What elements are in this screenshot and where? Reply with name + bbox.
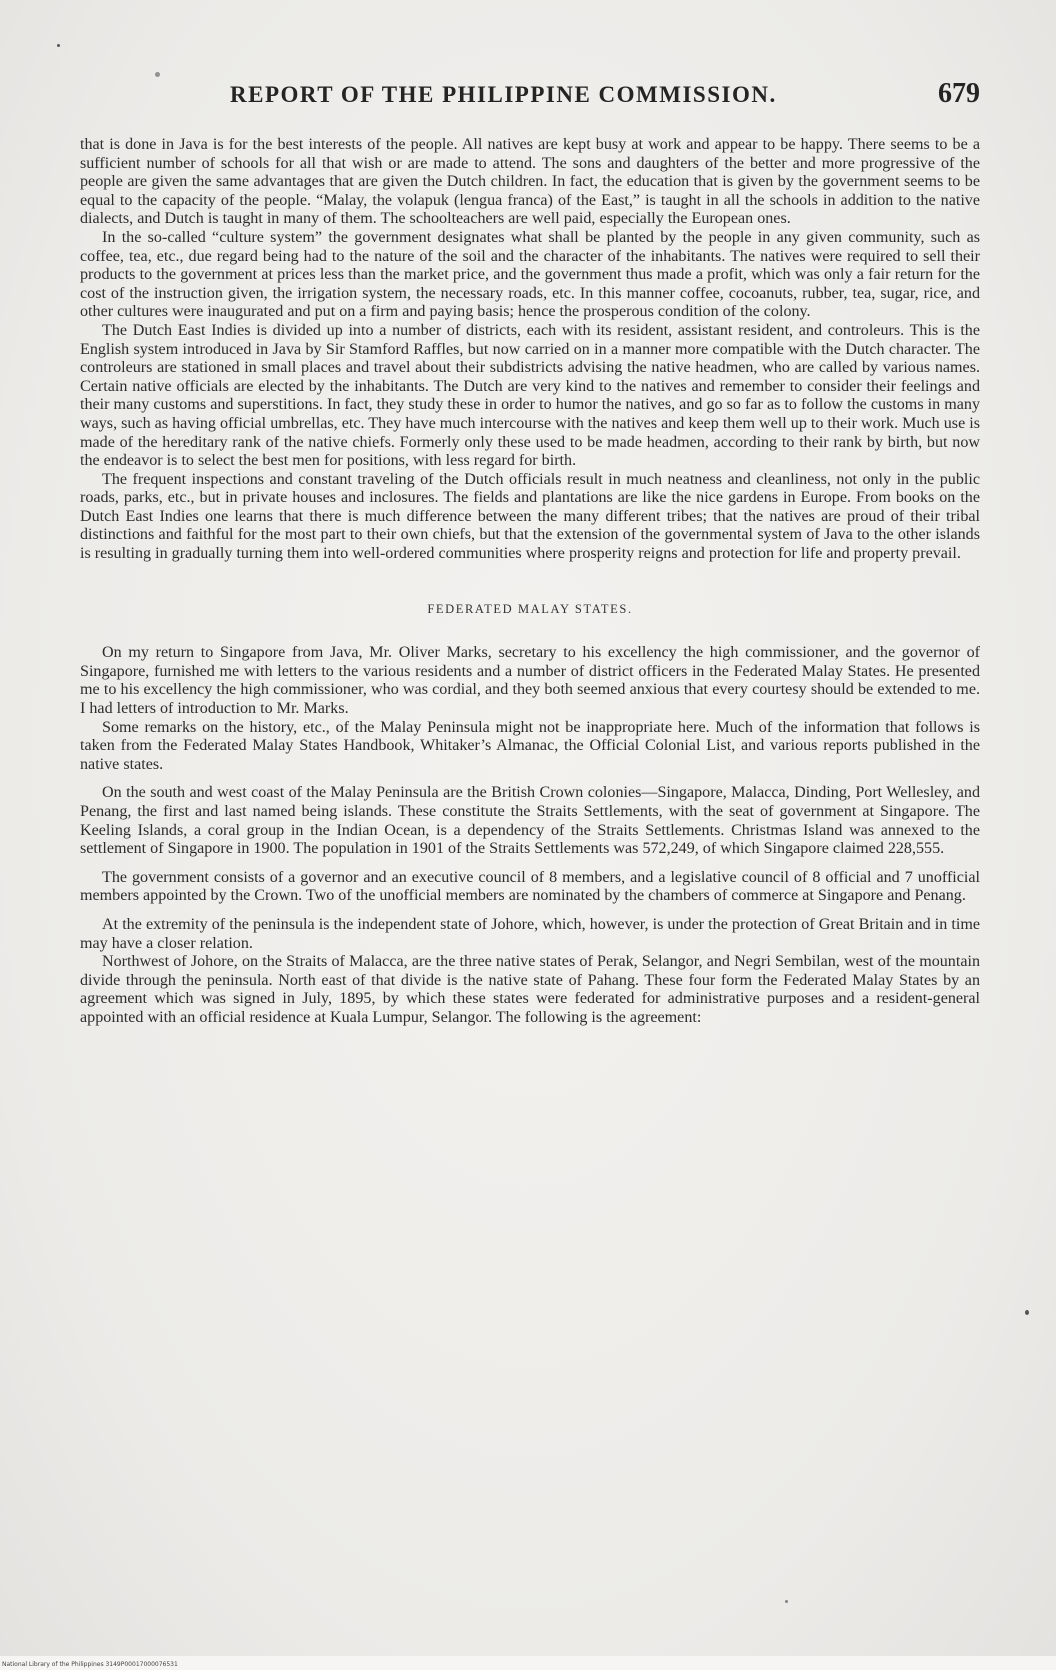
paragraph: At the extremity of the peninsula is the independent state of Johore, which, however, is under the protection of Great Britain and in time may have a closer relation. [80, 915, 980, 952]
scan-speck [785, 1600, 788, 1603]
paragraph: On my return to Singapore from Java, Mr. Oliver Marks, secretary to his excellency the high commissioner, and the governor of Singapore, furnished me with letters to the various residents and a number of district officers in the Federated Malay States. He presented me to his excellency the high commissioner, who was cordial, and they both seemed anxious that every courtesy should be extended to me. I had letters of introduction to Mr. Marks. [80, 644, 980, 718]
footer-strip [0, 1656, 1056, 1670]
running-header [80, 78, 980, 122]
paragraph: The government consists of a governor and an executive council of 8 members, and a legislative council of 8 official and 7 unofficial members appointed by the Crown. Two of the unofficial members are nominated by the chambers of commerce at Singapore and Penang. [80, 868, 980, 905]
running-title: REPORT OF THE PHILIPPINE COMMISSION. [230, 82, 777, 107]
section-heading: FEDERATED MALAY STATES. [427, 601, 633, 616]
scan-speck [57, 44, 60, 47]
paragraph: that is done in Java is for the best interests of the people. All natives are kept busy at work and appear to be happy. There seems to be a sufficient number of schools for all that wish or are made to attend. The sons and daughters of the better and more progressive of the people are given the same advantages that are given the Dutch children. In fact, the education that is given by the government seems to be equal to the capacity of the people. “Malay, the volapuk (lengua franca) of the East,” is taught in all the schools in addition to the native dialects, and Dutch is taught in many of them. The schoolteachers are well paid, especially the European ones. [80, 136, 980, 228]
footer-credit: National Library of the Philippines 3149P00017000076531 [2, 1661, 178, 1668]
page-number: 679 [938, 78, 980, 109]
scan-speck [155, 72, 160, 77]
paragraph: Some remarks on the history, etc., of the Malay Peninsula might not be inappropriate here. Much of the information that follows is taken from the Federated Malay States Handbook, Whitaker’s Almanac, the Official Colonial List, and various reports published in the native states. [80, 718, 980, 773]
paragraph: On the south and west coast of the Malay Peninsula are the British Crown colonies—Singapore, Malacca, Dinding, Port Wellesley, and Penang, the first and last named being islands. These constitute the Straits Settlements, with the seat of government at Singapore. The Keeling Islands, a coral group in the Indian Ocean, is a dependency of the Straits Settlements. Christmas Island was annexed to the settlement of Singapore in 1900. The population in 1901 of the Straits Settlements was 572,249, of which Singapore claimed 228,555. [80, 784, 980, 858]
paragraph: The frequent inspections and constant traveling of the Dutch officials result in much neatness and cleanliness, not only in the public roads, parks, etc., but in private houses and inclosures. The fields and plantations are like the nice gardens in Europe. From books on the Dutch East Indies one learns that there is much difference between the many different tribes; that the natives are proud of their tribal distinctions and faithful for the most part to their own chiefs, but that the extension of the governmental system of Java to the other islands is resulting in gradually turning them into well-ordered communities where prosperity reigns and protection for life and property prevail. [80, 470, 980, 563]
paragraph: Northwest of Johore, on the Straits of Malacca, are the three native states of Perak, Selangor, and Negri Sembilan, west of the mountain divide through the peninsula. North east of that divide is the native state of Pahang. These four form the Federated Malay States by an agreement which was signed in July, 1895, by which these states were federated for administrative purposes and a resident-general appointed with an official residence at Kuala Lumpur, Selangor. The following is the agreement: [80, 953, 980, 1026]
paragraph: In the so-called “culture system” the government designates what shall be planted by the people in any given community, such as coffee, tea, etc., due regard being had to the nature of the soil and the character of the inhabitants. The natives were required to sell their products to the government at prices less than the market price, and the government thus made a profit, which was only a fair return for the cost of the instruction given, the irrigation system, the necessary roads, etc. In this manner coffee, cocoanuts, rubber, tea, sugar, rice, and other cultures were inaugurated and put on a firm and paying basis; hence the prosperous condition of the colony. [80, 228, 980, 321]
paragraph: The Dutch East Indies is divided up into a number of districts, each with its resident, assistant resident, and controleurs. This is the English system introduced in Java by Sir Stamford Raffles, but now carried on in a manner more compatible with the Dutch character. The controleurs are stationed in small places and travel about their subdistricts advising the native headmen, who are called by various names. Certain native officials are elected by the inhabitants. The Dutch are very kind to the natives and remember to consider their feelings and their many customs and superstitions. In fact, they study these in order to humor the natives, and go so far as to follow the customs in many ways, such as having official umbrellas, etc. They have much intercourse with the natives and keep them well up to their work. Much use is made of the hereditary rank of the native chiefs. Formerly only these used to be made headmen, according to their rank by birth, but now the endeavor is to select the best men for positions, with less regard for birth. [80, 321, 980, 470]
scan-speck [1025, 1310, 1029, 1315]
body-text [80, 136, 980, 1028]
